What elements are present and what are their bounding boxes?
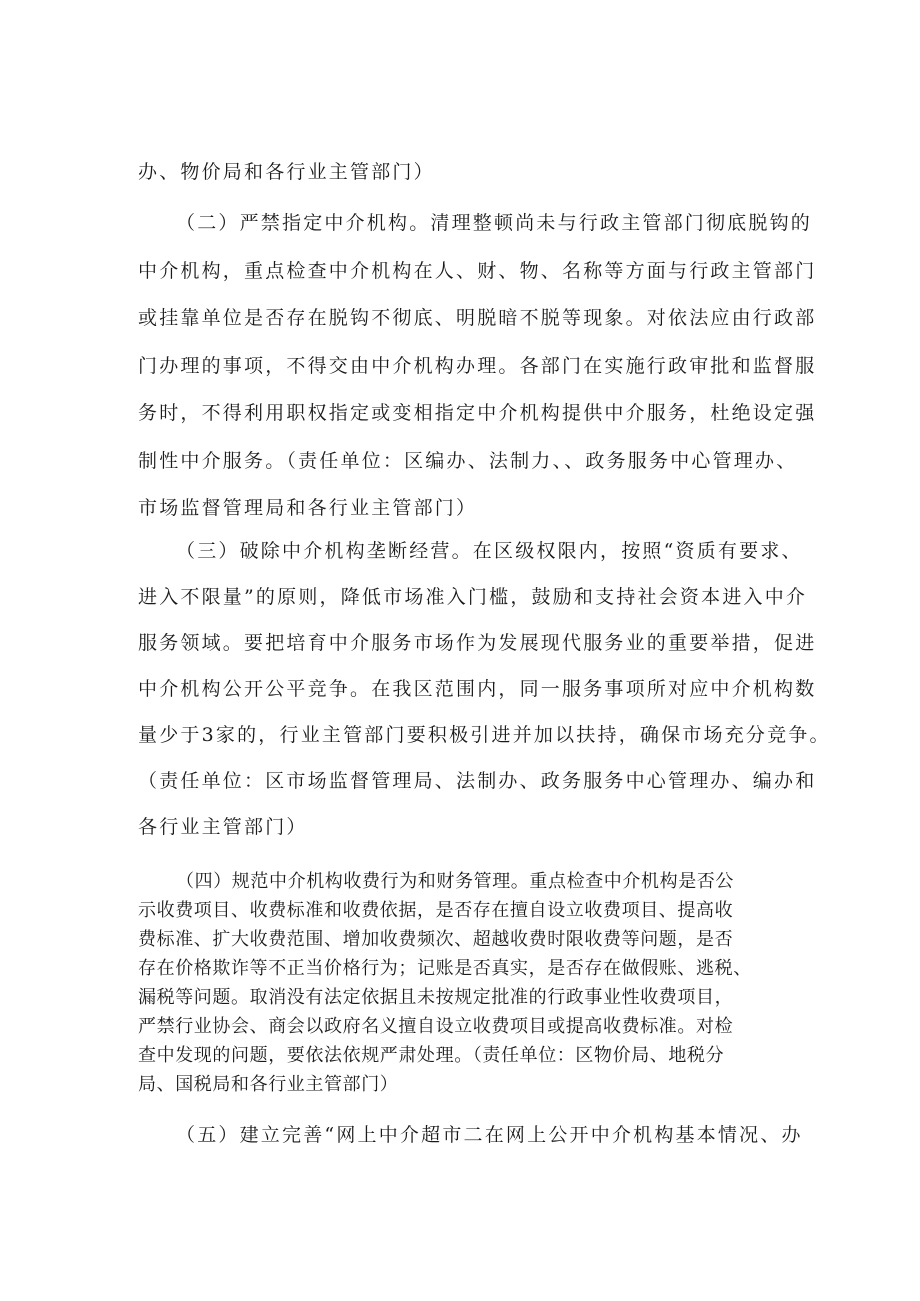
paragraph-line: 漏税等问题。取消没有法定依据且未按规定批准的行政事业性收费项目，	[138, 987, 734, 1008]
section-heading-line: （四）规范中介机构收费行为和财务管理。重点检查中介机构是否公	[176, 871, 734, 892]
paragraph-line: 务时，不得利用职权指定或变相指定中介机构提供中介服务，杜绝设定强	[138, 402, 817, 424]
paragraph-line: 中介机构，重点检查中介机构在人、财、物、名称等方面与行政主管部门	[138, 260, 817, 282]
paragraph-line: 查中发现的问题，要依法依规严肃处理。（责任单位：区物价局、地税分	[138, 1045, 725, 1066]
paragraph-line: 进入不限量”的原则，降低市场准入门槛，鼓励和支持社会资本进入中介	[138, 586, 808, 608]
section-heading-line: （二）严禁指定中介机构。清理整顿尚未与行政主管部门彻底脱钩的	[176, 212, 813, 234]
section-heading-line: （五）建立完善“网上中介超市二在网上公开中介机构基本情况、办	[176, 1124, 803, 1146]
paragraph-line: 严禁行业协会、商会以政府名义擅自设立收费项目或提高收费标准。对检	[138, 1016, 734, 1037]
paragraph-line: 中介机构公开公平竞争。在我区范围内，同一服务事项所对应中介机构数	[138, 678, 817, 700]
paragraph-line: 存在价格欺诈等不正当价格行为；记账是否真实，是否存在做假账、逃税、	[138, 958, 752, 979]
paragraph-line: 局、国税局和各行业主管部门）	[138, 1074, 399, 1095]
paragraph-line: 费标准、扩大收费范围、增加收费频次、超越收费时限收费等问题，是否	[138, 929, 734, 950]
section-heading-line: （三）破除中介机构垄断经营。在区级权限内，按照“资质有要求、	[176, 540, 803, 562]
paragraph-line: 门办理的事项，不得交由中介机构办理。各部门在实施行政审批和监督服	[138, 355, 817, 377]
paragraph-line: 各行业主管部门）	[138, 816, 308, 838]
paragraph-line: 或挂靠单位是否存在脱钩不彻底、明脱暗不脱等现象。对依法应由行政部	[138, 307, 817, 329]
paragraph-line: 办、物价局和各行业主管部门）	[138, 161, 435, 183]
paragraph-line: 服务领域。要把培育中介服务市场作为发展现代服务业的重要举措，促进	[138, 632, 817, 654]
paragraph-line: 示收费项目、收费标准和收费依据，是否存在擅自设立收费项目、提高收	[138, 900, 734, 921]
paragraph-line: （责任单位：区市场监督管理局、法制办、政务服务中心管理办、编办和	[138, 770, 817, 792]
paragraph-line: 制性中介服务。（责任单位：区编办、法制力、、政务服务中心管理办、	[138, 450, 798, 472]
paragraph-line: 量少于3家的，行业主管部门要积极引进并加以扶持，确保市场充分竞争。	[138, 724, 831, 746]
paragraph-line: 市场监督管理局和各行业主管部门）	[138, 497, 478, 519]
